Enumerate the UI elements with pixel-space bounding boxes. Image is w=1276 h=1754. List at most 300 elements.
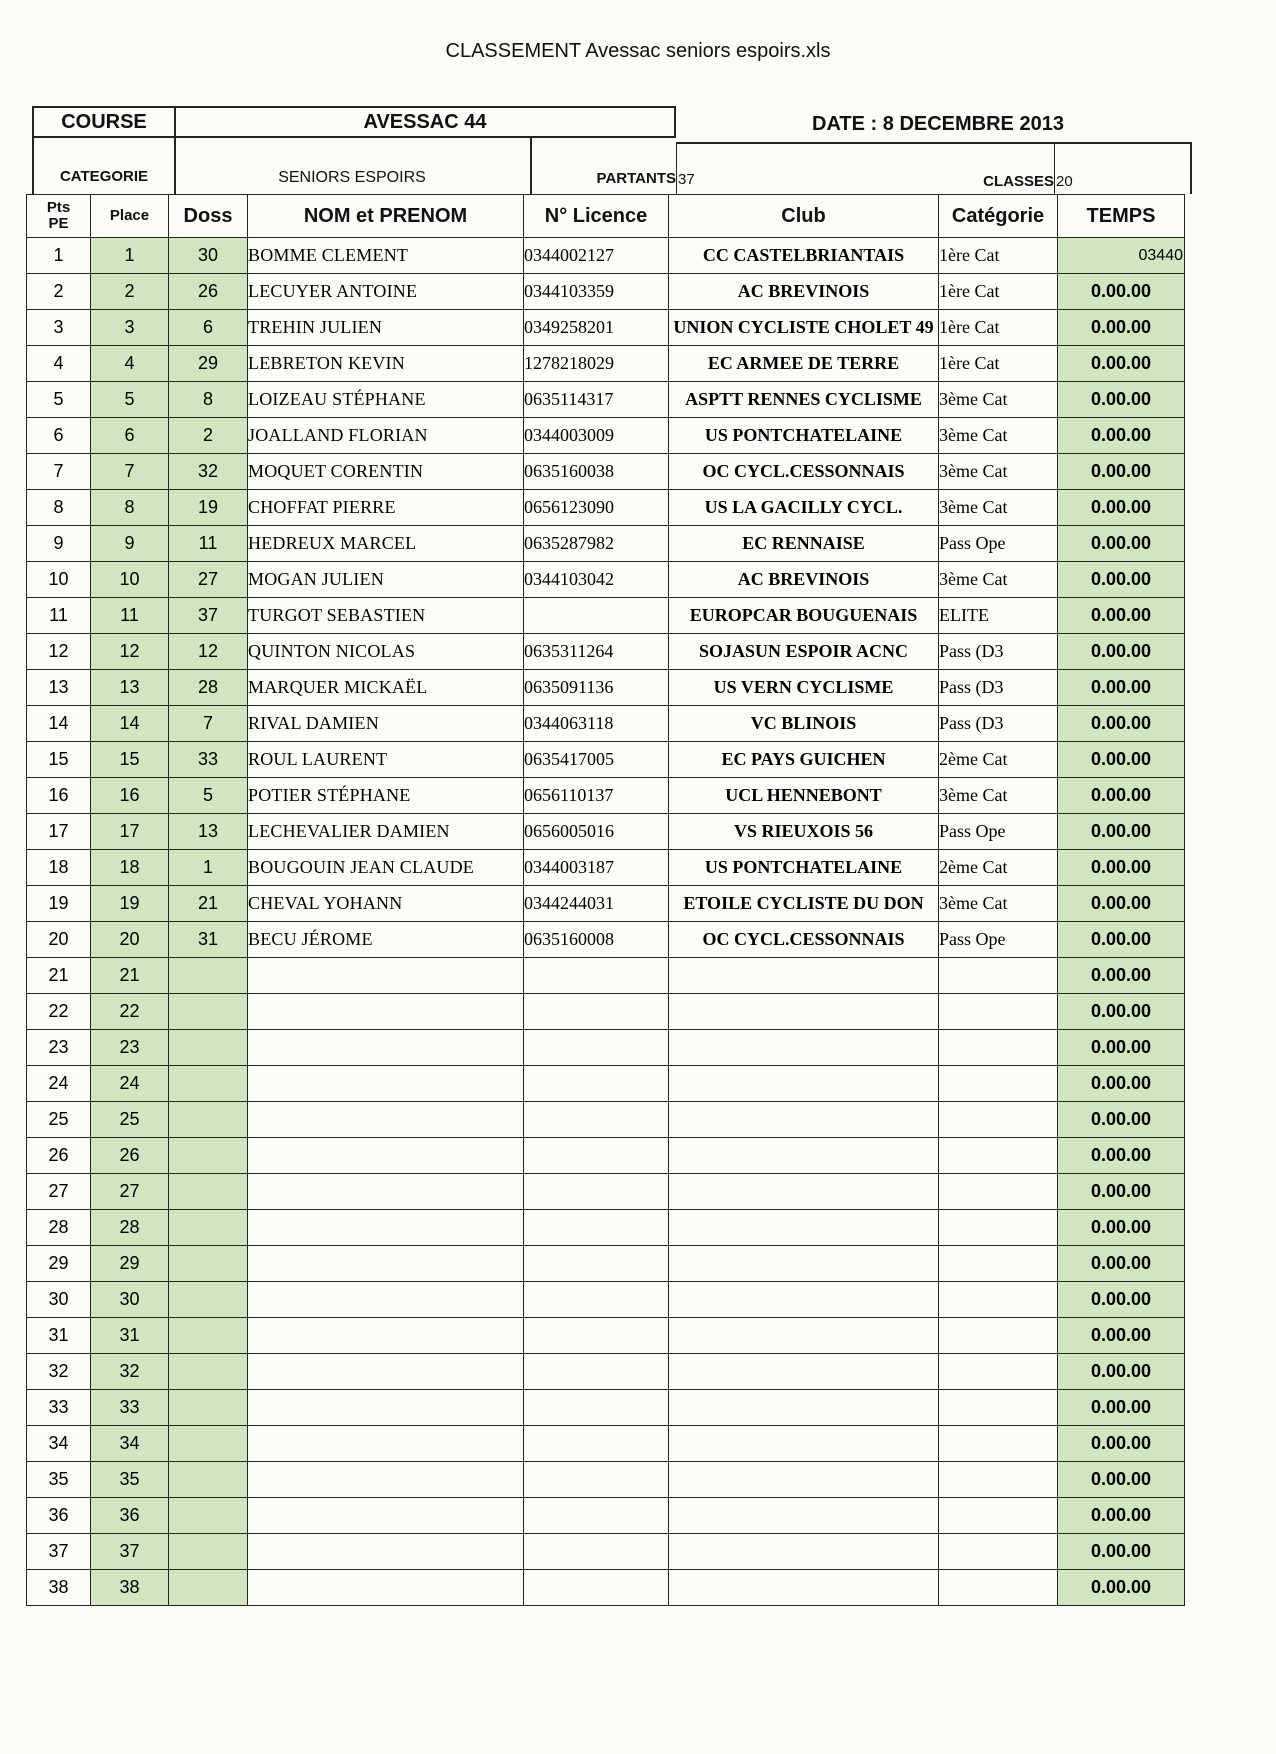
temps-cell: 0.00.00 bbox=[1058, 1282, 1185, 1318]
club-cell: OC CYCL.CESSONNAIS bbox=[669, 454, 939, 490]
club-cell: EUROPCAR BOUGUENAIS bbox=[669, 598, 939, 634]
result-row bbox=[27, 562, 1185, 598]
temps-cell: 0.00.00 bbox=[1058, 1354, 1185, 1390]
categorie-cell bbox=[939, 1066, 1058, 1102]
name-cell: BECU JÉROME bbox=[248, 922, 524, 958]
club-cell: US PONTCHATELAINE bbox=[669, 850, 939, 886]
place-cell: 19 bbox=[91, 886, 169, 922]
column-header-row bbox=[27, 195, 1185, 238]
club-cell: EC ARMEE DE TERRE bbox=[669, 346, 939, 382]
temps-cell: 0.00.00 bbox=[1058, 1498, 1185, 1534]
name-cell bbox=[248, 1390, 524, 1426]
name-cell: HEDREUX MARCEL bbox=[248, 526, 524, 562]
name-cell: MOGAN JULIEN bbox=[248, 562, 524, 598]
categorie-cell: ELITE bbox=[939, 598, 1058, 634]
place-cell: 6 bbox=[91, 418, 169, 454]
pts-cell: 12 bbox=[27, 634, 91, 670]
pts-cell: 6 bbox=[27, 418, 91, 454]
result-row bbox=[27, 1210, 1185, 1246]
result-row bbox=[27, 1030, 1185, 1066]
doss-cell: 8 bbox=[169, 382, 248, 418]
categorie-cell: Pass (D3 bbox=[939, 706, 1058, 742]
club-cell bbox=[669, 958, 939, 994]
name-cell bbox=[248, 1534, 524, 1570]
categorie-cell: Pass Ope bbox=[939, 526, 1058, 562]
club-cell bbox=[669, 1282, 939, 1318]
pts-cell: 18 bbox=[27, 850, 91, 886]
pts-cell: 26 bbox=[27, 1138, 91, 1174]
place-cell: 4 bbox=[91, 346, 169, 382]
result-row bbox=[27, 310, 1185, 346]
temps-cell: 0.00.00 bbox=[1058, 1462, 1185, 1498]
doss-cell bbox=[169, 1066, 248, 1102]
place-cell: 9 bbox=[91, 526, 169, 562]
temps-cell: 0.00.00 bbox=[1058, 1426, 1185, 1462]
categorie-cell: Pass (D3 bbox=[939, 670, 1058, 706]
categorie-cell bbox=[939, 1210, 1058, 1246]
name-cell: LECUYER ANTOINE bbox=[248, 274, 524, 310]
licence-cell bbox=[524, 1138, 669, 1174]
temps-cell: 0.00.00 bbox=[1058, 958, 1185, 994]
result-row bbox=[27, 814, 1185, 850]
licence-cell bbox=[524, 1534, 669, 1570]
place-cell: 25 bbox=[91, 1102, 169, 1138]
header-row-categorie bbox=[30, 138, 1200, 194]
name-cell: RIVAL DAMIEN bbox=[248, 706, 524, 742]
pts-cell: 21 bbox=[27, 958, 91, 994]
results-sheet bbox=[30, 106, 1200, 1606]
doss-cell: 2 bbox=[169, 418, 248, 454]
club-cell bbox=[669, 1426, 939, 1462]
doss-cell bbox=[169, 1426, 248, 1462]
results-body bbox=[27, 238, 1185, 1606]
document-title: CLASSEMENT Avessac seniors espoirs.xls bbox=[445, 40, 831, 62]
result-row bbox=[27, 850, 1185, 886]
doss-cell: 21 bbox=[169, 886, 248, 922]
licence-cell: 0635114317 bbox=[524, 382, 669, 418]
club-cell bbox=[669, 1570, 939, 1606]
categorie-cell: 3ème Cat bbox=[939, 490, 1058, 526]
temps-cell: 0.00.00 bbox=[1058, 1030, 1185, 1066]
place-cell: 18 bbox=[91, 850, 169, 886]
temps-cell: 0.00.00 bbox=[1058, 1210, 1185, 1246]
place-cell: 15 bbox=[91, 742, 169, 778]
licence-cell bbox=[524, 1426, 669, 1462]
result-row bbox=[27, 958, 1185, 994]
pts-cell: 3 bbox=[27, 310, 91, 346]
name-cell: ROUL LAURENT bbox=[248, 742, 524, 778]
categorie-cell: 3ème Cat bbox=[939, 382, 1058, 418]
categorie-cell: 1ère Cat bbox=[939, 346, 1058, 382]
categorie-cell bbox=[939, 1534, 1058, 1570]
pts-cell: 24 bbox=[27, 1066, 91, 1102]
place-cell: 3 bbox=[91, 310, 169, 346]
doss-cell bbox=[169, 1498, 248, 1534]
place-cell: 12 bbox=[91, 634, 169, 670]
name-cell: LECHEVALIER DAMIEN bbox=[248, 814, 524, 850]
doss-cell bbox=[169, 1534, 248, 1570]
place-cell: 35 bbox=[91, 1462, 169, 1498]
licence-cell: 0344103359 bbox=[524, 274, 669, 310]
pts-cell: 30 bbox=[27, 1282, 91, 1318]
pts-cell: 11 bbox=[27, 598, 91, 634]
place-cell: 7 bbox=[91, 454, 169, 490]
categorie-cell bbox=[939, 958, 1058, 994]
temps-cell: 0.00.00 bbox=[1058, 418, 1185, 454]
doss-cell: 12 bbox=[169, 634, 248, 670]
pts-cell: 7 bbox=[27, 454, 91, 490]
name-cell: QUINTON NICOLAS bbox=[248, 634, 524, 670]
categorie-cell bbox=[939, 1462, 1058, 1498]
licence-cell bbox=[524, 1210, 669, 1246]
course-value: AVESSAC 44 bbox=[174, 106, 676, 138]
temps-cell: 0.00.00 bbox=[1058, 274, 1185, 310]
categorie-cell bbox=[939, 1246, 1058, 1282]
place-cell: 23 bbox=[91, 1030, 169, 1066]
club-cell: UCL HENNEBONT bbox=[669, 778, 939, 814]
club-cell bbox=[669, 1174, 939, 1210]
result-row bbox=[27, 1138, 1185, 1174]
doss-cell bbox=[169, 1462, 248, 1498]
doss-cell: 30 bbox=[169, 238, 248, 274]
club-cell: ETOILE CYCLISTE DU DON bbox=[669, 886, 939, 922]
categorie-cell bbox=[939, 1390, 1058, 1426]
place-cell: 26 bbox=[91, 1138, 169, 1174]
doss-cell: 28 bbox=[169, 670, 248, 706]
pts-cell: 14 bbox=[27, 706, 91, 742]
temps-cell: 0.00.00 bbox=[1058, 1534, 1185, 1570]
pts-cell: 34 bbox=[27, 1426, 91, 1462]
categorie-cell bbox=[939, 1498, 1058, 1534]
doss-cell: 27 bbox=[169, 562, 248, 598]
doss-cell: 5 bbox=[169, 778, 248, 814]
place-cell: 28 bbox=[91, 1210, 169, 1246]
pts-cell: 22 bbox=[27, 994, 91, 1030]
result-row bbox=[27, 418, 1185, 454]
pts-cell: 8 bbox=[27, 490, 91, 526]
licence-cell bbox=[524, 1066, 669, 1102]
licence-cell bbox=[524, 1462, 669, 1498]
doss-cell bbox=[169, 1030, 248, 1066]
club-cell: VS RIEUXOIS 56 bbox=[669, 814, 939, 850]
pts-cell: 17 bbox=[27, 814, 91, 850]
licence-cell: 0656123090 bbox=[524, 490, 669, 526]
result-row bbox=[27, 1066, 1185, 1102]
name-cell bbox=[248, 994, 524, 1030]
club-cell bbox=[669, 1318, 939, 1354]
licence-cell bbox=[524, 1174, 669, 1210]
result-row bbox=[27, 274, 1185, 310]
name-cell: TREHIN JULIEN bbox=[248, 310, 524, 346]
pts-cell: 25 bbox=[27, 1102, 91, 1138]
licence-cell bbox=[524, 1102, 669, 1138]
place-cell: 37 bbox=[91, 1534, 169, 1570]
doss-cell: 29 bbox=[169, 346, 248, 382]
temps-cell: 0.00.00 bbox=[1058, 1066, 1185, 1102]
club-cell: US VERN CYCLISME bbox=[669, 670, 939, 706]
pts-cell: 31 bbox=[27, 1318, 91, 1354]
pts-cell: 27 bbox=[27, 1174, 91, 1210]
pts-cell: 16 bbox=[27, 778, 91, 814]
categorie-cell bbox=[939, 1318, 1058, 1354]
result-row bbox=[27, 778, 1185, 814]
licence-cell: 0635160038 bbox=[524, 454, 669, 490]
result-row bbox=[27, 1498, 1185, 1534]
result-row bbox=[27, 706, 1185, 742]
temps-cell: 0.00.00 bbox=[1058, 706, 1185, 742]
doss-cell: 11 bbox=[169, 526, 248, 562]
place-cell: 17 bbox=[91, 814, 169, 850]
result-row bbox=[27, 922, 1185, 958]
categorie-cell: Pass Ope bbox=[939, 922, 1058, 958]
licence-cell: 0656005016 bbox=[524, 814, 669, 850]
licence-cell bbox=[524, 1282, 669, 1318]
temps-cell: 0.00.00 bbox=[1058, 346, 1185, 382]
temps-cell: 0.00.00 bbox=[1058, 490, 1185, 526]
place-cell: 31 bbox=[91, 1318, 169, 1354]
licence-cell: 0344103042 bbox=[524, 562, 669, 598]
results-table bbox=[26, 194, 1185, 1606]
doss-cell: 37 bbox=[169, 598, 248, 634]
doss-cell: 19 bbox=[169, 490, 248, 526]
categorie-cell: 1ère Cat bbox=[939, 238, 1058, 274]
club-cell: EC RENNAISE bbox=[669, 526, 939, 562]
place-cell: 2 bbox=[91, 274, 169, 310]
pts-cell: 33 bbox=[27, 1390, 91, 1426]
doss-cell bbox=[169, 994, 248, 1030]
categorie-cell: 3ème Cat bbox=[939, 562, 1058, 598]
temps-cell: 0.00.00 bbox=[1058, 1102, 1185, 1138]
classes-label: CLASSES bbox=[956, 142, 1054, 194]
temps-cell: 03440 bbox=[1058, 238, 1185, 274]
licence-cell bbox=[524, 994, 669, 1030]
temps-cell: 0.00.00 bbox=[1058, 1246, 1185, 1282]
partants-label: PARTANTS bbox=[530, 138, 676, 194]
pts-cell: 13 bbox=[27, 670, 91, 706]
categorie-cell bbox=[939, 1426, 1058, 1462]
categorie-cell bbox=[939, 1282, 1058, 1318]
categorie-cell: 1ère Cat bbox=[939, 310, 1058, 346]
pts-cell: 35 bbox=[27, 1462, 91, 1498]
place-cell: 34 bbox=[91, 1426, 169, 1462]
doss-cell bbox=[169, 1318, 248, 1354]
place-cell: 8 bbox=[91, 490, 169, 526]
temps-cell: 0.00.00 bbox=[1058, 922, 1185, 958]
name-cell: LOIZEAU STÉPHANE bbox=[248, 382, 524, 418]
licence-cell: 1278218029 bbox=[524, 346, 669, 382]
licence-cell: 0635417005 bbox=[524, 742, 669, 778]
course-label: COURSE bbox=[32, 106, 176, 138]
place-cell: 30 bbox=[91, 1282, 169, 1318]
pts-cell: 38 bbox=[27, 1570, 91, 1606]
pts-cell: 36 bbox=[27, 1498, 91, 1534]
licence-cell bbox=[524, 1030, 669, 1066]
result-row bbox=[27, 1426, 1185, 1462]
name-cell bbox=[248, 1318, 524, 1354]
temps-cell: 0.00.00 bbox=[1058, 850, 1185, 886]
pts-cell: 19 bbox=[27, 886, 91, 922]
result-row bbox=[27, 1570, 1185, 1606]
licence-cell: 0344002127 bbox=[524, 238, 669, 274]
result-row bbox=[27, 1102, 1185, 1138]
club-cell: AC BREVINOIS bbox=[669, 562, 939, 598]
place-cell: 16 bbox=[91, 778, 169, 814]
licence-cell bbox=[524, 1318, 669, 1354]
pts-cell: 23 bbox=[27, 1030, 91, 1066]
place-cell: 11 bbox=[91, 598, 169, 634]
club-cell bbox=[669, 1390, 939, 1426]
categorie-cell bbox=[939, 1138, 1058, 1174]
result-row bbox=[27, 886, 1185, 922]
place-cell: 22 bbox=[91, 994, 169, 1030]
doss-cell bbox=[169, 958, 248, 994]
club-cell: VC BLINOIS bbox=[669, 706, 939, 742]
club-cell bbox=[669, 1030, 939, 1066]
licence-cell bbox=[524, 598, 669, 634]
pts-cell: 37 bbox=[27, 1534, 91, 1570]
temps-cell: 0.00.00 bbox=[1058, 598, 1185, 634]
name-cell bbox=[248, 1210, 524, 1246]
result-row bbox=[27, 1174, 1185, 1210]
date-label: DATE : 8 DECEMBRE 2013 bbox=[812, 113, 1064, 135]
col-header-place: Place bbox=[91, 195, 169, 238]
doss-cell bbox=[169, 1282, 248, 1318]
name-cell bbox=[248, 1498, 524, 1534]
place-cell: 32 bbox=[91, 1354, 169, 1390]
club-cell bbox=[669, 1534, 939, 1570]
temps-cell: 0.00.00 bbox=[1058, 1390, 1185, 1426]
place-cell: 27 bbox=[91, 1174, 169, 1210]
classes-value: 20 bbox=[1054, 142, 1192, 194]
doss-cell bbox=[169, 1390, 248, 1426]
place-cell: 1 bbox=[91, 238, 169, 274]
result-row bbox=[27, 670, 1185, 706]
licence-cell bbox=[524, 958, 669, 994]
result-row bbox=[27, 1390, 1185, 1426]
result-row bbox=[27, 1462, 1185, 1498]
doss-cell: 7 bbox=[169, 706, 248, 742]
name-cell: CHOFFAT PIERRE bbox=[248, 490, 524, 526]
club-cell: OC CYCL.CESSONNAIS bbox=[669, 922, 939, 958]
result-row bbox=[27, 526, 1185, 562]
col-header-categorie: Catégorie bbox=[939, 195, 1058, 238]
licence-cell: 0635287982 bbox=[524, 526, 669, 562]
pts-cell: 5 bbox=[27, 382, 91, 418]
partants-value: 37 bbox=[676, 142, 956, 194]
name-cell bbox=[248, 1246, 524, 1282]
pts-cell: 29 bbox=[27, 1246, 91, 1282]
licence-cell bbox=[524, 1354, 669, 1390]
temps-cell: 0.00.00 bbox=[1058, 994, 1185, 1030]
place-cell: 33 bbox=[91, 1390, 169, 1426]
name-cell bbox=[248, 1102, 524, 1138]
col-header-licence: N° Licence bbox=[524, 195, 669, 238]
temps-cell: 0.00.00 bbox=[1058, 1138, 1185, 1174]
licence-cell bbox=[524, 1390, 669, 1426]
place-cell: 5 bbox=[91, 382, 169, 418]
header-row-course bbox=[30, 106, 1200, 138]
pts-cell: 20 bbox=[27, 922, 91, 958]
club-cell: CC CASTELBRIANTAIS bbox=[669, 238, 939, 274]
name-cell bbox=[248, 1282, 524, 1318]
licence-cell: 0635311264 bbox=[524, 634, 669, 670]
place-cell: 20 bbox=[91, 922, 169, 958]
licence-cell: 0656110137 bbox=[524, 778, 669, 814]
club-cell: US PONTCHATELAINE bbox=[669, 418, 939, 454]
club-cell bbox=[669, 1102, 939, 1138]
name-cell bbox=[248, 1462, 524, 1498]
licence-cell: 0635160008 bbox=[524, 922, 669, 958]
categorie-cell: 2ème Cat bbox=[939, 850, 1058, 886]
name-cell bbox=[248, 1030, 524, 1066]
pts-cell: 9 bbox=[27, 526, 91, 562]
col-header-temps: TEMPS bbox=[1058, 195, 1185, 238]
categorie-cell: 3ème Cat bbox=[939, 778, 1058, 814]
club-cell: AC BREVINOIS bbox=[669, 274, 939, 310]
club-cell bbox=[669, 1354, 939, 1390]
categorie-cell: Pass Ope bbox=[939, 814, 1058, 850]
doss-cell: 26 bbox=[169, 274, 248, 310]
name-cell: MOQUET CORENTIN bbox=[248, 454, 524, 490]
doss-cell bbox=[169, 1246, 248, 1282]
categorie-cell bbox=[939, 1102, 1058, 1138]
result-row bbox=[27, 382, 1185, 418]
categorie-value: SENIORS ESPOIRS bbox=[278, 169, 426, 186]
name-cell: LEBRETON KEVIN bbox=[248, 346, 524, 382]
doss-cell: 32 bbox=[169, 454, 248, 490]
licence-cell: 0635091136 bbox=[524, 670, 669, 706]
pts-cell: 1 bbox=[27, 238, 91, 274]
temps-cell: 0.00.00 bbox=[1058, 886, 1185, 922]
doss-cell: 1 bbox=[169, 850, 248, 886]
categorie-cell bbox=[939, 1354, 1058, 1390]
club-cell bbox=[669, 994, 939, 1030]
name-cell bbox=[248, 958, 524, 994]
place-cell: 38 bbox=[91, 1570, 169, 1606]
name-cell: BOMME CLEMENT bbox=[248, 238, 524, 274]
pts-cell: 15 bbox=[27, 742, 91, 778]
doss-cell: 33 bbox=[169, 742, 248, 778]
categorie-cell: 1ère Cat bbox=[939, 274, 1058, 310]
name-cell: JOALLAND FLORIAN bbox=[248, 418, 524, 454]
club-cell bbox=[669, 1138, 939, 1174]
temps-cell: 0.00.00 bbox=[1058, 562, 1185, 598]
temps-cell: 0.00.00 bbox=[1058, 670, 1185, 706]
result-row bbox=[27, 238, 1185, 274]
doss-cell: 13 bbox=[169, 814, 248, 850]
result-row bbox=[27, 454, 1185, 490]
name-cell bbox=[248, 1426, 524, 1462]
name-cell: MARQUER MICKAËL bbox=[248, 670, 524, 706]
place-cell: 21 bbox=[91, 958, 169, 994]
doss-cell bbox=[169, 1138, 248, 1174]
categorie-cell: 3ème Cat bbox=[939, 454, 1058, 490]
result-row bbox=[27, 598, 1185, 634]
temps-cell: 0.00.00 bbox=[1058, 454, 1185, 490]
pts-cell: 28 bbox=[27, 1210, 91, 1246]
doss-cell bbox=[169, 1102, 248, 1138]
club-cell bbox=[669, 1246, 939, 1282]
doss-cell bbox=[169, 1210, 248, 1246]
result-row bbox=[27, 1354, 1185, 1390]
pts-cell: 10 bbox=[27, 562, 91, 598]
name-cell: POTIER STÉPHANE bbox=[248, 778, 524, 814]
categorie-cell bbox=[939, 1570, 1058, 1606]
name-cell: CHEVAL YOHANN bbox=[248, 886, 524, 922]
club-cell bbox=[669, 1498, 939, 1534]
club-cell bbox=[669, 1210, 939, 1246]
temps-cell: 0.00.00 bbox=[1058, 742, 1185, 778]
